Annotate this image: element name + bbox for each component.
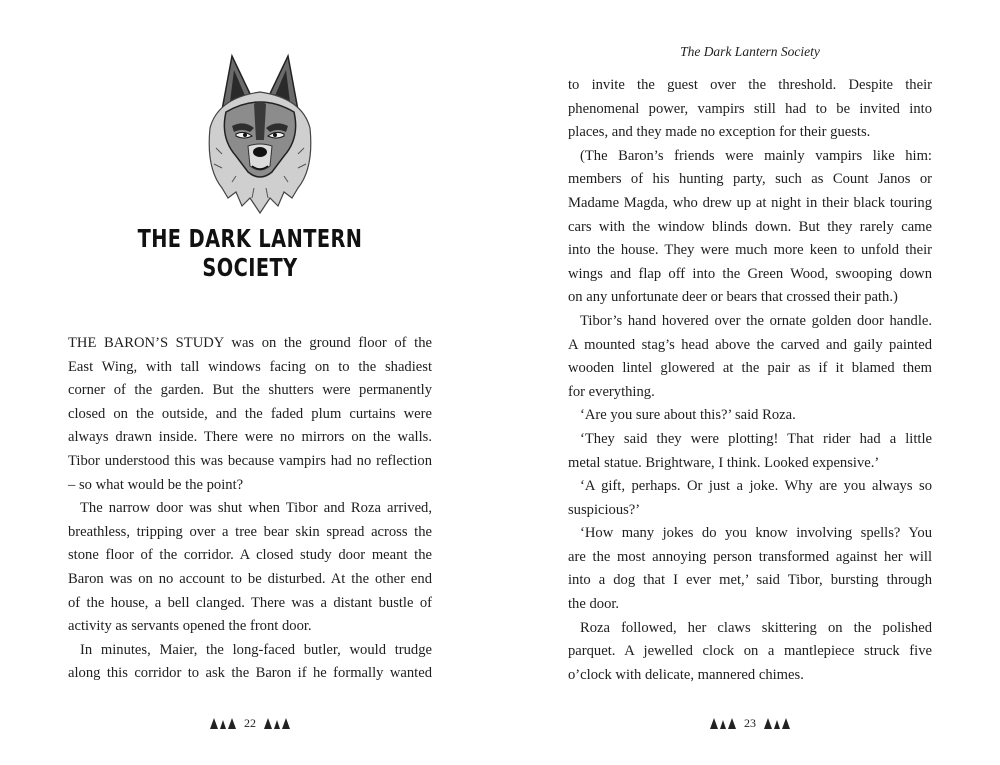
- text-line: suspicious?’: [568, 501, 641, 518]
- paragraph: [568, 522, 932, 616]
- text-line: ‘A gift, perhaps. Or just a joke. Why are you always so: [580, 478, 932, 495]
- text-line: places, and they made no exception for their guests.: [568, 124, 871, 141]
- tree-ornament-icon: [764, 717, 790, 731]
- text-line: ‘Are you sure about this?’ said Roza.: [580, 407, 796, 424]
- running-head: The Dark Lantern Society: [680, 44, 820, 59]
- text-line: along this corridor to ask the Baron if he formally wanted: [68, 665, 432, 682]
- left-folio: [0, 716, 500, 731]
- text-line: to invite the guest over the threshold. Despite their: [568, 77, 932, 93]
- text-line: activity as servants opened the front door.: [68, 618, 312, 635]
- paragraph: [568, 617, 932, 688]
- paragraph: [68, 332, 432, 497]
- text-line: In minutes, Maier, the long-faced butler, would trudge: [80, 641, 432, 658]
- text-line: stone floor of the corridor. A closed study door meant the: [68, 547, 432, 564]
- right-page: [500, 0, 1000, 765]
- chapter-title: THE DARK LANTERN SOCIETY: [137, 224, 363, 282]
- text-line: phenomenal power, vampirs still had to be invited into: [568, 100, 932, 117]
- paragraph: [568, 310, 932, 404]
- text-line: (The Baron’s friends were mainly vampirs like him:: [580, 147, 932, 164]
- text-line: Madame Magda, who drew up at night in their black touring: [568, 194, 932, 211]
- text-line: The narrow door was shut when Tibor and Roza arrived,: [80, 500, 432, 517]
- text-line: breathless, tripping over a tree bear skin spread across the: [68, 523, 432, 540]
- text-line: always drawn inside. There were no mirrors on the walls.: [68, 429, 432, 446]
- paragraph: [568, 404, 932, 428]
- text-line: ‘They said they were plotting! That rider had a little: [580, 430, 932, 447]
- text-line: East Wing, with tall windows facing on to the shadiest: [68, 358, 432, 375]
- text-line: into a dog that I ever met,’ said Tibor, bursting through: [568, 572, 932, 589]
- paragraph: [68, 497, 432, 639]
- paragraph: [568, 74, 932, 145]
- right-page-body: [568, 74, 932, 687]
- paragraph: [568, 428, 932, 475]
- text-line: parquet. A jewelled clock on a mantlepiece struck five: [568, 643, 932, 660]
- text-line: THE BARON’S STUDY was on the ground floor of the: [68, 335, 432, 351]
- text-line: wooden lintel glowered at the pair as if it blamed them: [568, 360, 932, 377]
- right-folio: [500, 716, 1000, 731]
- text-line: into the house. They were much more keen to unfold their: [568, 242, 932, 259]
- text-line: on any unfortunate deer or bears that crossed their path.): [568, 289, 898, 306]
- text-line: for everything.: [568, 383, 655, 400]
- text-line: are the most annoying person transformed against her will: [568, 548, 932, 565]
- text-line: Baron was on no account to be disturbed. At the other end: [68, 570, 432, 587]
- text-line: closed on the outside, and the faded plum curtains were: [68, 405, 432, 422]
- tree-ornament-icon: [264, 717, 290, 731]
- text-line: metal statue. Brightware, I think. Looked expensive.’: [568, 454, 880, 471]
- left-page-body: [68, 332, 432, 686]
- text-line: wings and flap off into the Green Wood, swooping down: [568, 265, 932, 282]
- page-number: 23: [744, 716, 756, 730]
- page-number: 22: [244, 716, 256, 730]
- wolf-head-illustration: [192, 48, 328, 218]
- text-line: the door.: [568, 596, 620, 613]
- text-line: corner of the garden. But the shutters were permanently: [68, 382, 432, 399]
- text-line: members of his hunting party, such as Count Janos or: [568, 171, 932, 188]
- text-line: Tibor understood this was because vampirs had no reflection: [68, 452, 432, 469]
- tree-ornament-icon: [710, 717, 736, 731]
- text-line: cars with the window blinds down. But they rarely came: [568, 218, 932, 235]
- tree-ornament-icon: [210, 717, 236, 731]
- paragraph: [568, 475, 932, 522]
- text-line: Tibor’s hand hovered over the ornate golden door handle.: [580, 312, 932, 329]
- text-line: ‘How many jokes do you know involving spells? You: [580, 525, 932, 542]
- text-line: of the house, a bell clanged. There was a distant bustle of: [68, 594, 432, 611]
- text-line: – so what would be the point?: [68, 476, 244, 493]
- text-line: o’clock with delicate, mannered chimes.: [568, 666, 804, 683]
- paragraph: [568, 145, 932, 310]
- text-line: Roza followed, her claws skittering on the polished: [580, 619, 932, 636]
- paragraph: [68, 639, 432, 686]
- text-line: A mounted stag’s head above the carved and gaily painted: [568, 336, 932, 353]
